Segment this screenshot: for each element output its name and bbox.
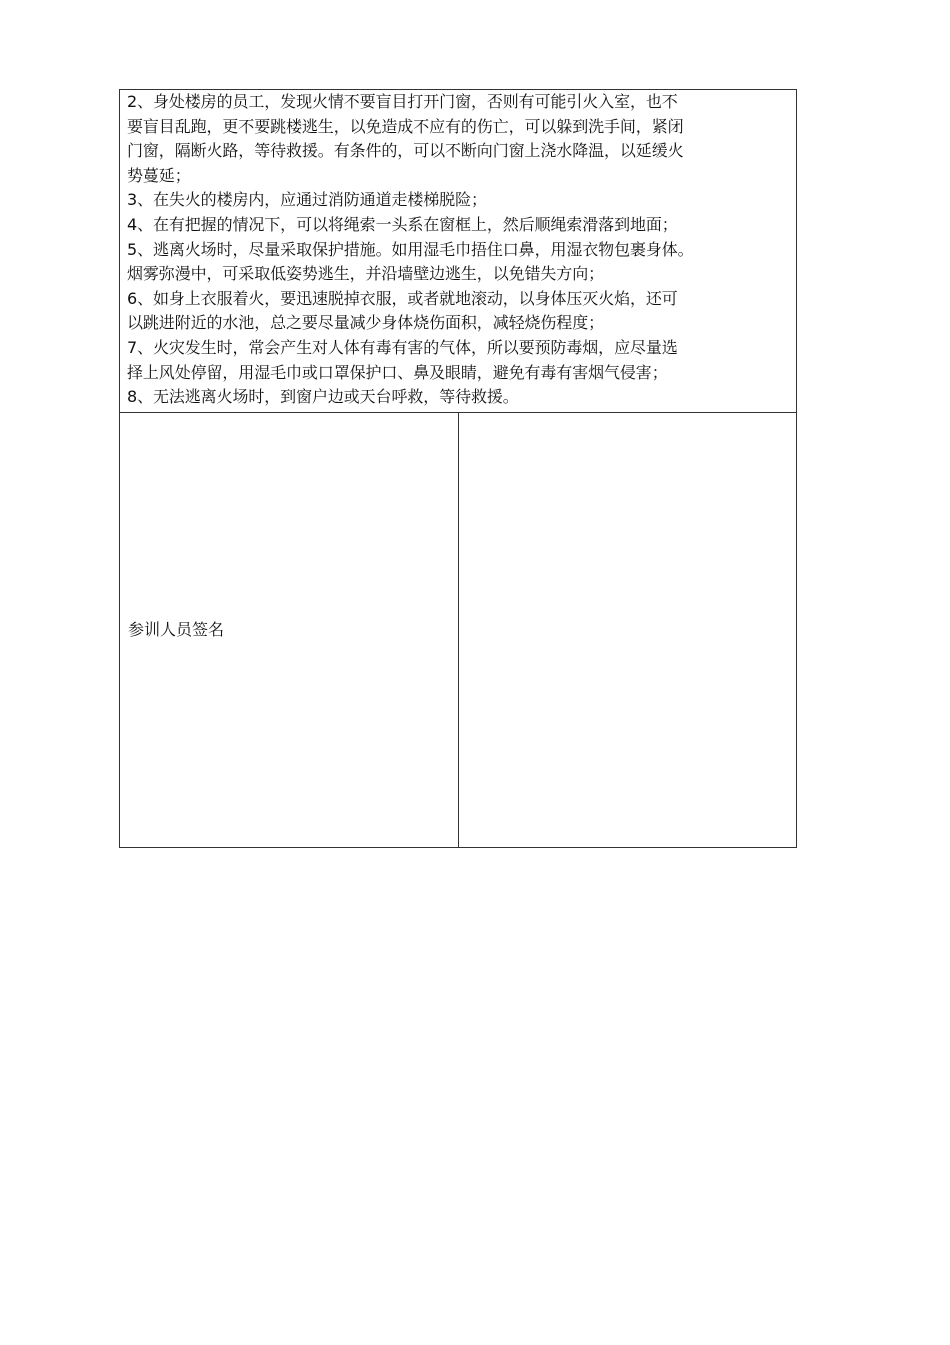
guideline-line-11: 7、火灾发生时，常会产生对人体有毒有害的气体，所以要预防毒烟，应尽量选 bbox=[127, 337, 678, 357]
signature-area[interactable] bbox=[458, 413, 797, 848]
signature-label: 参训人员签名 bbox=[128, 620, 225, 639]
signature-row bbox=[120, 413, 797, 848]
guideline-line-13: 8、无法逃离火场时，到窗户边或天台呼救，等待救援。 bbox=[127, 387, 519, 407]
guideline-line-2: 要盲目乱跑，更不要跳楼逃生，以免造成不应有的伤亡，可以躲到洗手间，紧闭 bbox=[127, 116, 684, 136]
training-record-table bbox=[119, 89, 797, 848]
guideline-line-8: 烟雾弥漫中，可采取低姿势逃生，并沿墙壁边逃生，以免错失方向； bbox=[127, 264, 605, 284]
guideline-line-10: 以跳进附近的水池，总之要尽量减少身体烧伤面积，减轻烧伤程度； bbox=[127, 313, 605, 333]
guideline-line-9: 6、如身上衣服着火，要迅速脱掉衣服，或者就地滚动，以身体压灭火焰，还可 bbox=[127, 288, 678, 308]
guideline-line-3: 门窗，隔断火路，等待救援。有条件的，可以不断向门窗上浇水降温，以延缓火 bbox=[127, 141, 684, 161]
guideline-line-5: 3、在失火的楼房内，应通过消防通道走楼梯脱险； bbox=[127, 190, 487, 210]
guideline-line-12: 择上风处停留，用湿毛巾或口罩保护口、鼻及眼睛，避免有毒有害烟气侵害； bbox=[127, 362, 668, 382]
content-row bbox=[120, 90, 797, 413]
fire-escape-guidelines-cell bbox=[120, 90, 797, 413]
signature-label-cell bbox=[120, 413, 459, 848]
guideline-line-1: 2、身处楼房的员工，发现火情不要盲目打开门窗，否则有可能引火入室，也不 bbox=[127, 92, 678, 111]
guideline-line-6: 4、在有把握的情况下，可以将绳索一头系在窗框上，然后顺绳索滑落到地面； bbox=[127, 214, 678, 234]
guideline-line-4: 势蔓延； bbox=[127, 165, 191, 185]
guideline-line-7: 5、逃离火场时，尽量采取保护措施。如用湿毛巾捂住口鼻，用湿衣物包裹身体。 bbox=[127, 239, 694, 259]
